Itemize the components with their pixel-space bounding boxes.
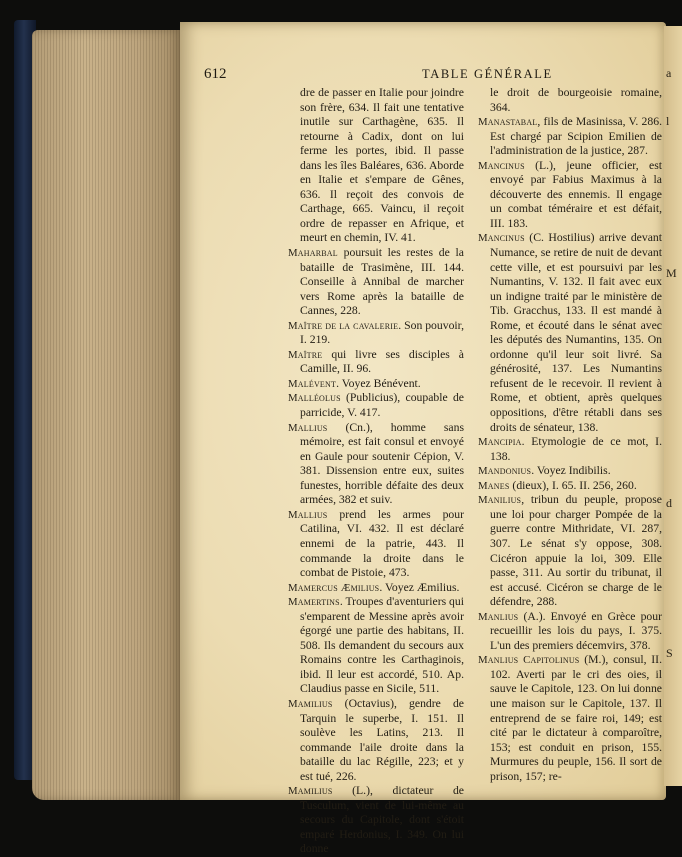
page-header — [204, 66, 666, 84]
page-number: 612 — [204, 66, 227, 82]
index-entry-continuation — [288, 86, 464, 246]
entry-headword: Maître de la cavalerie — [288, 319, 399, 332]
entry-text: poursuit les restes de la bataille de Trasimène, III. 144. Conseille à Annibal de marcher vers Rome après la bataille de Cannes, 228. — [300, 246, 464, 318]
entry-headword: Malévent — [288, 377, 337, 390]
index-entry — [478, 479, 662, 494]
next-page-fragment: a — [666, 66, 672, 80]
entry-headword: Mallius — [288, 508, 328, 521]
entry-text: dre de passer en Italie pour joindre son frère, 634. Il fait une tentative inutile sur Carthagène, 635. Il retourne à Cadix, dont on lui ferme les portes, ibid. Il passe dans les îles Baléares, 636. Aborde en Italie et s'empare de Gênes, 636. Il reçoit des convois de Carthage, 665. Vaincu, il reçoit ordre de repasser en Afrique, et meurt en chemin, IV. 41. — [300, 86, 464, 245]
index-entry — [478, 493, 662, 609]
index-entry — [288, 595, 464, 697]
index-entry — [478, 435, 662, 464]
entry-text: . Voyez Bénévent. — [336, 376, 421, 390]
index-entry — [478, 159, 662, 232]
entry-headword: Manilius — [478, 494, 522, 507]
entry-headword: Malléolus — [288, 392, 341, 405]
entry-headword: Mancinus — [478, 159, 525, 172]
index-entry — [288, 421, 464, 508]
entry-headword: Mamilius — [288, 785, 333, 798]
entry-text: (Cn.), homme sans mémoire, est fait consul et envoyé en Gaule pour soutenir Cépion, V. 381. Dissension entre eux, suites funestes, horrible défaite des deux armées, 382 et suiv. — [300, 420, 464, 507]
entry-headword: Mancinus — [478, 232, 525, 245]
entry-text: . Etymologie de ce mot, I. 138. — [490, 435, 662, 463]
index-entry — [478, 231, 662, 435]
entry-text: . Troupes d'aventuriers qui s'emparent de Messine après avoir égorgé une partie des habitans, II. 508. Ils demandent du secours aux Romains contre les Carthaginois, ibid. Il leur est accordé, 510. Ap. Claudius passe en Sicile, 511. — [300, 595, 464, 696]
next-page-fragment: M — [666, 266, 677, 280]
index-entry — [478, 610, 662, 654]
index-entry — [288, 697, 464, 784]
entry-text: . Voyez Æmilius. — [379, 580, 460, 594]
index-entry — [288, 581, 464, 596]
entry-text: le droit de bourgeoisie romaine, 364. — [490, 86, 662, 114]
entry-text: (Publicius), coupable de parricide, V. 417. — [300, 391, 464, 420]
entry-text: (L.), jeune officier, est envoyé par Fabius Maximus à la découverte des ennemis. Il engage un combat téméraire et est défait, III. 183. — [490, 158, 662, 230]
index-column-right — [478, 86, 662, 784]
entry-headword: Mancipia — [478, 436, 522, 449]
index-entry — [478, 653, 662, 784]
index-entry — [288, 784, 464, 857]
entry-headword: Maharbal — [288, 247, 338, 260]
page-edges — [32, 30, 182, 800]
next-page-fragment: d — [666, 496, 672, 510]
entry-headword: Manes — [478, 479, 510, 492]
entry-headword: Mamercus Æmilius — [288, 581, 380, 594]
entry-headword: Mallius — [288, 421, 328, 434]
index-entry — [288, 391, 464, 420]
next-page-edge — [664, 26, 682, 786]
entry-text: . Voyez Indibilis. — [531, 464, 611, 478]
index-entry — [288, 246, 464, 319]
entry-text: (dieux), I. 65. II. 256, 260. — [512, 478, 637, 492]
entry-text: (C. Hostilius) arrive devant Numance, se retire de nuit de devant cette ville, et est poursuivi par les Numantins, V. 132. Il fait avec eux un indigne traité par le ministère de Tib. Gracchus, 133. Il est mandé à Rome, et écouté dans le sénat avec les députés des Numantins, 135. On ordonne qu'il leur soit livré. Sa générosité, 137. Les Numantins refusent de le recevoir. Il revient à Rome, et obtient, après quelques oppositions, d'être rétabli dans ses droits de sénateur, 138. — [490, 231, 662, 434]
running-title: TABLE GÉNÉRALE — [422, 67, 553, 81]
entry-text: prend les armes pour Catilina, VI. 432. Il est déclaré ennemi de la patrie, 443. Il commande la droite dans le combat de Pistoie, 473. — [300, 507, 464, 580]
index-entry — [478, 464, 662, 479]
next-page-fragment: S — [666, 646, 673, 660]
index-entry — [288, 319, 464, 348]
entry-text: (M.), consul, II. 102. Averti par le cri des oies, il sauve le Capitole, 123. On lui donne une maison sur le Capitole, 137. Il entreprend de se faire roi, 149; est cité par le dictateur à comparoître, 153; est conduit en prison, 155. Murmures du peuple, 156. Il sort de prison, 157; re- — [490, 653, 662, 783]
index-entry — [288, 508, 464, 581]
entry-text: , tribun du peuple, propose une loi pour charger Pompée de la guerre contre Mithridate, VI. 287, 307. Le sénat s'y oppose, 308. Cicéron appuie la loi, 309. Elle passe, 311. Au sortir du tribunat, il est accusé. Cicéron se charge de le défendre, 288. — [490, 493, 662, 609]
entry-text: , fils de Masinissa, V. 286. Est chargé par Scipion Emilien de l'administration de la justice, 287. — [490, 115, 662, 158]
entry-headword: Manlius Capitolinus — [478, 654, 580, 667]
next-page-fragment: l — [666, 114, 670, 128]
entry-headword: Manlius — [478, 610, 519, 623]
entry-headword: Mamertins — [288, 596, 340, 609]
entry-text: . Son pouvoir, I. 219. — [300, 318, 465, 347]
index-entry — [478, 115, 662, 159]
entry-headword: Maître — [288, 348, 323, 361]
entry-text: (A.). Envoyé en Grèce pour recueillir les lois du pays, I. 375. L'un des premiers décemvirs, 378. — [490, 609, 662, 652]
entry-text: (Octavius), gendre de Tarquin le superbe, I. 151. Il soulève les Latins, 213. Il commande l'aile droite dans la bataille du lac Régille, 223; et y est tué, 226. — [300, 696, 464, 783]
index-entry — [288, 377, 464, 392]
entry-headword: Mamilius — [288, 697, 333, 710]
entry-headword: Mandonius — [478, 465, 532, 478]
entry-text: qui livre ses disciples à Camille, II. 96. — [300, 347, 464, 376]
index-entry — [288, 348, 464, 377]
index-entry-continuation — [478, 86, 662, 115]
entry-headword: Manastabal — [478, 116, 538, 129]
entry-text: (L.), dictateur de Tusculum, vient de lui-même au secours du Capitole, dont s'étoit emparé Herdonius, I. 349. On lui donne — [300, 784, 464, 856]
index-column-left — [288, 86, 464, 857]
